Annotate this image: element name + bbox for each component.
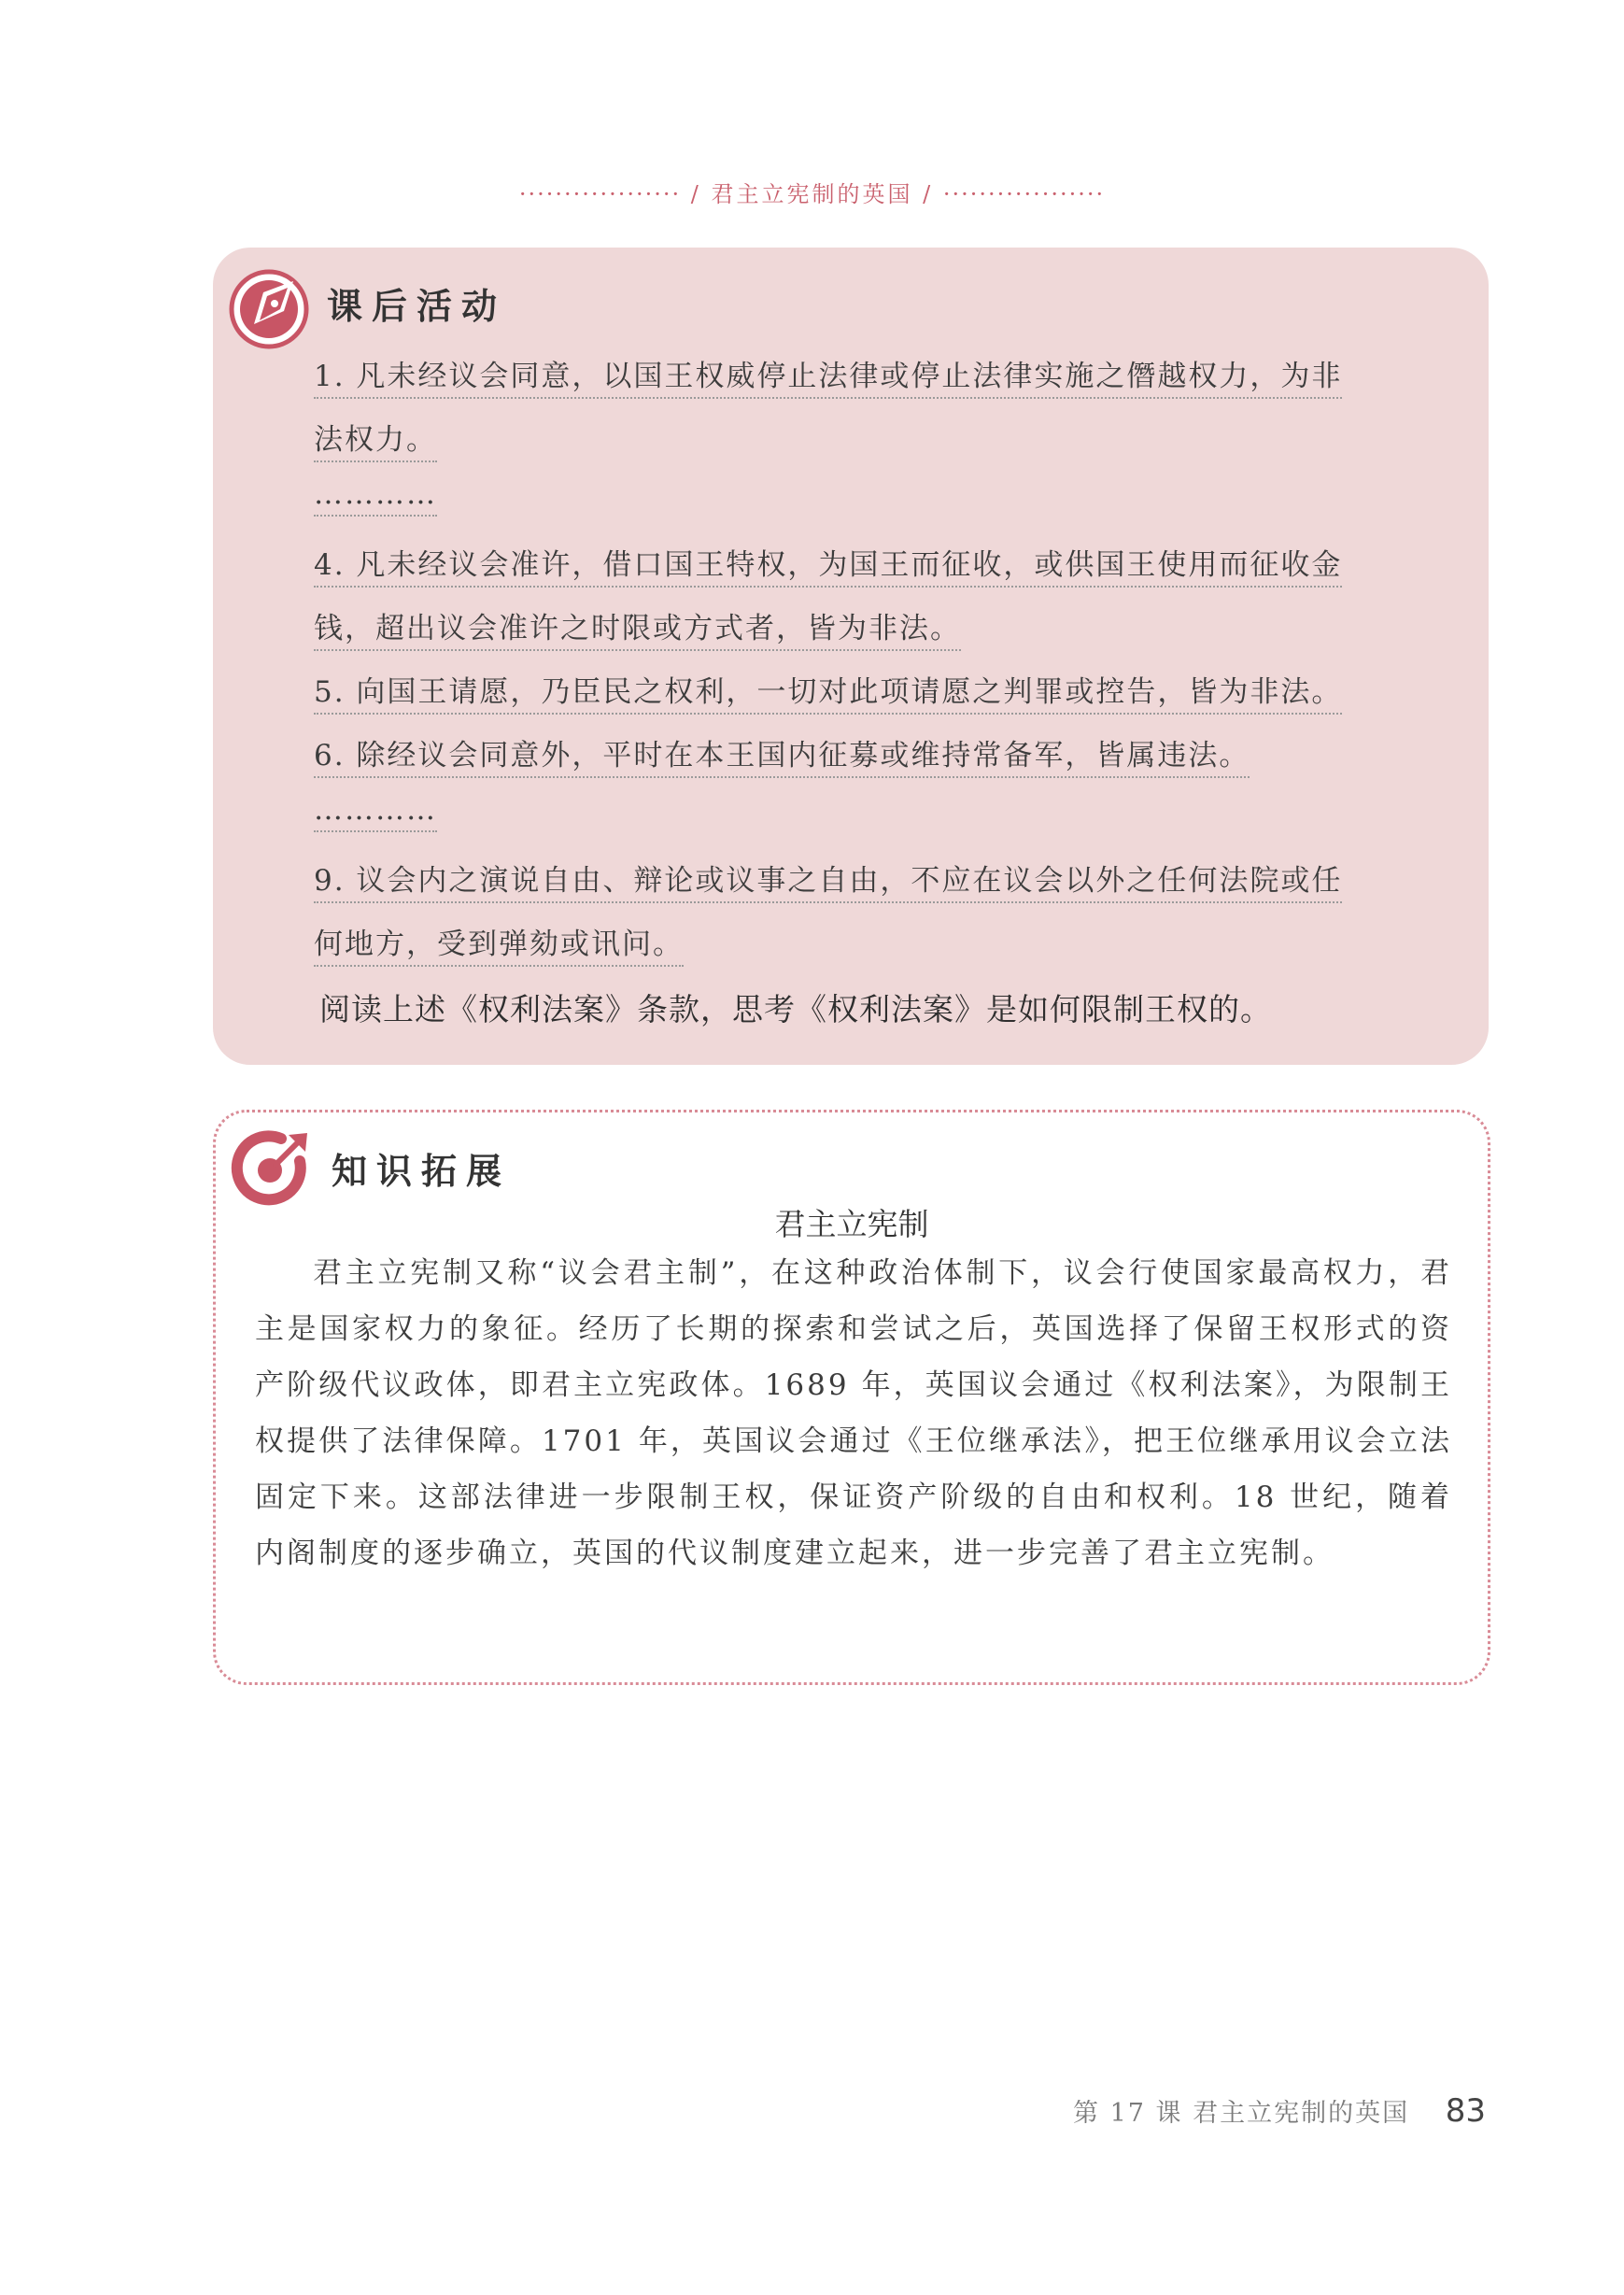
clause-1-line-2: 法权力。	[314, 416, 437, 458]
clause-6: 6. 除经议会同意外，平时在本王国内征募或维持常备军，皆属违法。	[314, 731, 1250, 773]
clause-5: 5. 向国王请愿，乃臣民之权利，一切对此项请愿之判罪或控告，皆为非法。	[314, 668, 1342, 710]
page-footer	[1073, 2092, 1486, 2130]
header-text: / 君主立宪制的英国 /	[690, 181, 934, 207]
header-dots-right: ··················	[942, 181, 1106, 207]
activity-prompt: 阅读上述《权利法案》条款，思考《权利法案》是如何限制王权的。	[319, 991, 1272, 1027]
header-dots-left: ··················	[518, 181, 682, 207]
knowledge-extension-panel	[213, 1110, 1490, 1685]
clause-9-line-1: 9. 议会内之演说自由、辩论或议事之自由，不应在议会以外之任何法院或任	[314, 857, 1342, 899]
clause-9-line-2: 何地方，受到弹劾或讯问。	[314, 920, 684, 962]
extension-subtitle: 君主立宪制	[774, 1206, 929, 1242]
footer-lesson-title: 君主立宪制的英国	[1193, 2099, 1410, 2128]
clause-1-line-1: 1. 凡未经议会同意，以国王权威停止法律或停止法律实施之僭越权力，为非	[314, 352, 1342, 394]
omitted-clauses-1: …………	[314, 477, 437, 511]
pen-nib-icon	[226, 262, 316, 352]
clause-4-line-2: 钱，超出议会准许之时限或方式者，皆为非法。	[314, 604, 961, 646]
after-class-activity-panel	[213, 248, 1489, 1065]
running-header	[0, 176, 1624, 208]
extension-body: 君主立宪制又称“议会君主制”，在这种政治体制下，议会行使国家最高权力，君主是国家权力的象征。经历了长期的探索和尝试之后，英国选择了保留王权形式的资产阶级代议政体，即君主立宪政体。1689 年，英国议会通过《权利法案》，为限制王权提供了法律保障。1701 年，英国议会通过《王位继承法》，把王位继承用议会立法固定下来。这部法律进一步限制王权，保证资产阶级的自由和权利。18 世纪，随着内阁制度的逐步确立，英国的代议制度建立起来，进一步完善了君主立宪制。	[255, 1256, 1452, 1570]
omitted-clauses-2: …………	[314, 793, 437, 827]
activity-title: 课后活动	[327, 286, 507, 327]
footer-lesson: 第 17 课	[1073, 2099, 1183, 2128]
clause-4-line-1: 4. 凡未经议会准许，借口国王特权，为国王而征收，或供国王使用而征收金	[314, 541, 1342, 583]
page-number: 83	[1445, 2092, 1486, 2130]
extension-title: 知识拓展	[332, 1151, 512, 1192]
